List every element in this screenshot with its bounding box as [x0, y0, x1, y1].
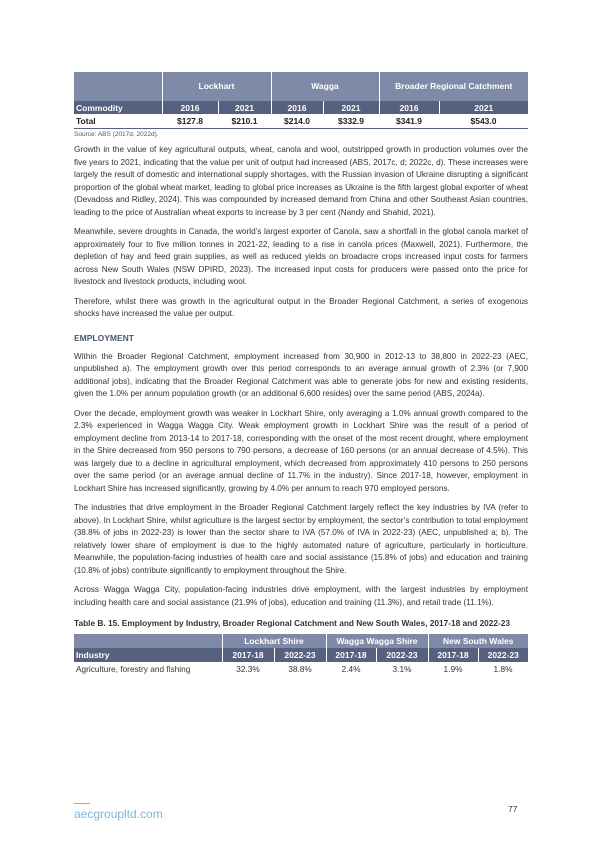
- table-column-header-row: [74, 101, 528, 114]
- paragraph: The industries that drive employment in the Broader Regional Catchment largely reflect the key industries by IVA (refer to above). In Lockhart Shire, whilst agriculture is the largest sector by employment, the sector’s contribution to total employment (38.8% of jobs in 2022-23) is lower than the sector share to IVA (57.0% of IVA in 2022-23) (AEC, unpublished a; b). The relatively lower share of employment is due to the highly automated nature of agriculture, particularly in horticulture. Meanwhile, the population-facing industries of health care and social assistance (15.8% of jobs) and education and training (10.8% of jobs) contribute significantly to employment throughout the Shire.: [74, 503, 528, 575]
- column-header: 2016: [271, 101, 323, 114]
- paragraph: Growth in the value of key agricultural outputs, wheat, canola and wool, outstripped growth in production volumes over the five years to 2021, indicating that the value per unit of output had increased (ABS, 2017c, d; 2022c, d). These increases were largely the result of domestic and international supply shortages, with the Russian invasion of Ukraine disrupting a significant proportion of the global wheat market, leading to global price increases as Ukraine is the fifth largest global exporter of wheat (Devadoss and Ridley, 2024). This was compounded by increased demand from China and other Southeast Asian countries, leading to the price of Australian wheat exports to increase by 3 per cent (Nandy and Shahid, 2021).: [74, 145, 528, 217]
- page-content: [74, 72, 528, 676]
- column-header: 2022-23: [274, 648, 326, 662]
- group-header-broader-regional: Broader Regional Catchment: [379, 72, 528, 101]
- table-cell: 32.3%: [236, 664, 260, 674]
- group-header-new-south-wales: New South Wales: [428, 634, 528, 648]
- group-header-wagga-wagga-shire: Wagga Wagga Shire: [326, 634, 428, 648]
- paragraph: Over the decade, employment growth was weaker in Lockhart Shire, only averaging a 1.0% annual growth compared to the 2.3% experienced in Wagga Wagga City. Weak employment growth in Lockhart Shire was the result of a period of employment decline from 2013-14 to 2017-18, corresponding with the onset of the most recent drought, where employment in the Shire decreased from 950 persons to 790 persons, a decrease of 160 persons (or an annual decrease of 4.5%). This was largely due to a decline in agricultural employment, which decreased from approximately 410 persons to 250 persons over the same period (or an average annual decline of 11.7% in the industry). Since 2017-18, however, employment in Lockhart Shire has increased significantly, growing by 4.0% per annum to reach 970 employed persons.: [74, 408, 528, 493]
- table-row: [74, 662, 528, 676]
- group-header-lockhart-shire: Lockhart Shire: [222, 634, 326, 648]
- total-cell: $341.9: [379, 114, 439, 129]
- total-cell: $210.1: [218, 114, 271, 129]
- column-header: 2016: [162, 101, 218, 114]
- paragraph: Across Wagga Wagga City, population-facing industries drive employment, with the largest industries by employment including health care and social assistance (21.9% of jobs), education and training (11.3%), and retail trade (11.1%).: [74, 585, 528, 607]
- table-source-note: Source: ABS (2017d, 2022d).: [74, 131, 159, 138]
- column-header: 2017-18: [428, 648, 478, 662]
- table-cell: 38.8%: [288, 664, 312, 674]
- total-cell: $127.8: [162, 114, 218, 129]
- table-cell: 1.9%: [443, 664, 463, 674]
- table-column-header-row: [74, 648, 528, 662]
- total-cell: $543.0: [439, 114, 528, 129]
- table-cell: 3.1%: [392, 664, 412, 674]
- column-header: 2021: [218, 101, 271, 114]
- table-cell: 1.8%: [493, 664, 513, 674]
- column-header-industry: Industry: [74, 648, 222, 662]
- table-total-row: [74, 114, 528, 129]
- column-header: 2017-18: [222, 648, 274, 662]
- column-header-commodity: Commodity: [74, 101, 162, 114]
- footer-website-link[interactable]: aecgroupltd.com: [74, 807, 163, 821]
- total-label: Total: [74, 114, 162, 129]
- group-header-blank: [74, 634, 222, 648]
- row-label: Agriculture, forestry and fishing: [76, 664, 191, 674]
- total-cell: $214.0: [271, 114, 323, 129]
- paragraph: Meanwhile, severe droughts in Canada, the world’s largest exporter of Canola, saw a shortfall in the global canola market of approximately four to five million tonnes in 2021-22, leading to a rise in canola prices (Maxwell, 2021). Furthermore, the depletion of hay and feed grain supplies, as well as reduced yields on broadacre crops increased input costs for farmers across New South Wales (NSW DPIRD, 2023). The increased input costs for producers were passed onto the price for livestock and livestock products, including wool.: [74, 227, 528, 286]
- group-header-lockhart: Lockhart: [162, 72, 271, 101]
- table-group-header-row: [74, 634, 528, 648]
- commodity-value-table: [74, 72, 528, 129]
- table-caption: Table B. 15. Employment by Industry, Broader Regional Catchment and New South Wales, 2017-18 and 2022-23: [74, 618, 511, 628]
- employment-by-industry-table: [74, 634, 528, 676]
- group-header-blank: [74, 72, 162, 101]
- group-header-wagga: Wagga: [271, 72, 379, 101]
- total-cell: $332.9: [323, 114, 379, 129]
- column-header: 2016: [379, 101, 439, 114]
- column-header: 2021: [439, 101, 528, 114]
- column-header: 2017-18: [326, 648, 376, 662]
- page-number: 77: [508, 804, 518, 814]
- paragraph: Therefore, whilst there was growth in the agricultural output in the Broader Regional Catchment, a series of exogenous shocks have increased the value per output.: [74, 296, 528, 318]
- table-group-header-row: [74, 72, 528, 101]
- section-heading-employment: EMPLOYMENT: [74, 332, 134, 343]
- column-header: 2022-23: [478, 648, 528, 662]
- table-cell: 2.4%: [341, 664, 361, 674]
- column-header: 2021: [323, 101, 379, 114]
- paragraph: Within the Broader Regional Catchment, employment increased from 30,900 in 2012-13 to 38,800 in 2022-23 (AEC, unpublished a). The employment growth over this period corresponds to an average annual growth of 2.3% (or 7,900 additional jobs), indicating that the Broader Regional Catchment was able to generate jobs for new and existing residents, given the 1.0% per annum population growth (or an additional 6,600 resides) over the same period (ABS, 2024a).: [74, 351, 528, 398]
- column-header: 2022-23: [376, 648, 428, 662]
- footer-divider: [74, 803, 90, 804]
